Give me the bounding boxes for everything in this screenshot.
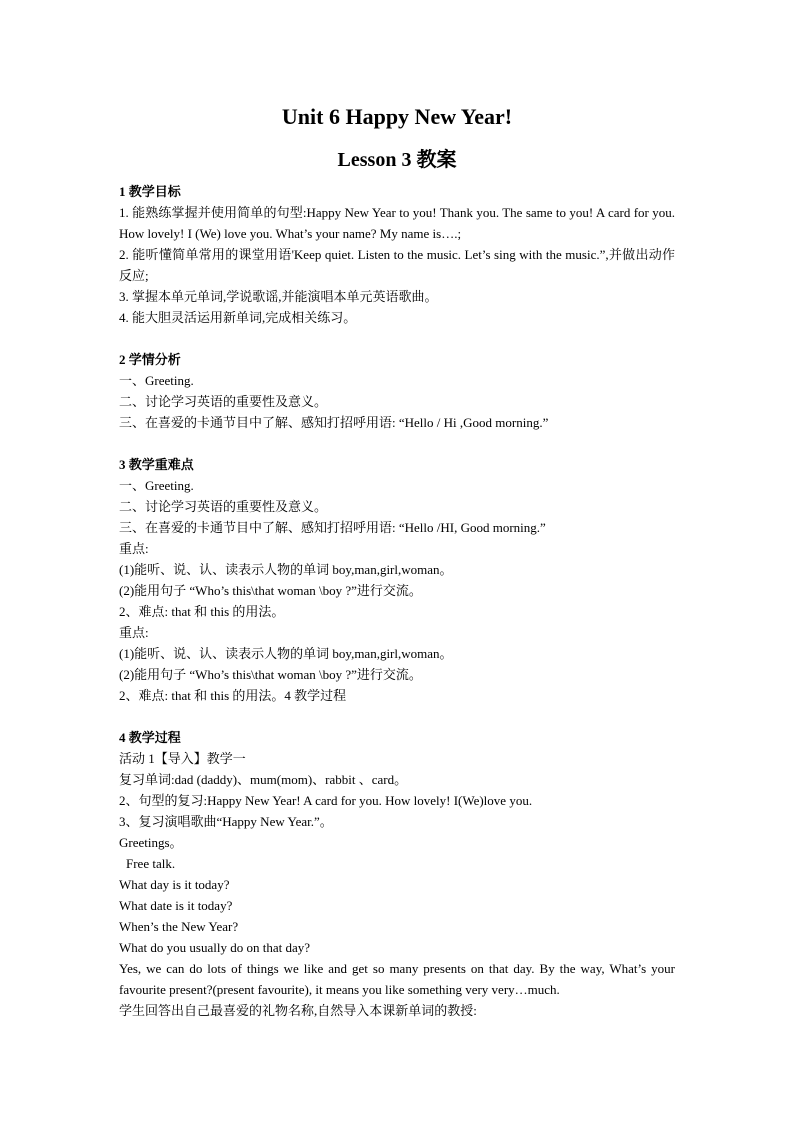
process-item: 2、句型的复习:Happy New Year! A card for you. How lovely! I(We)love you. xyxy=(119,793,533,808)
document-subtitle: Lesson 3 教案 xyxy=(337,149,457,171)
objective-item: 4. 能大胆灵活运用新单词,完成相关练习。 xyxy=(119,310,357,325)
process-item: 复习单词:dad (daddy)、mum(mom)、rabbit 、card。 xyxy=(119,772,408,787)
process-item: 3、复习演唱歌曲“Happy New Year.”。 xyxy=(119,814,333,829)
key-point-item: 重点: xyxy=(119,625,149,640)
analysis-item: 三、在喜爱的卡通节目中了解、感知打招呼用语: “Hello / Hi ,Good morning.” xyxy=(119,415,549,430)
process-item: What date is it today? xyxy=(119,898,233,913)
process-item: What do you usually do on that day? xyxy=(119,940,310,955)
process-item: When’s the New Year? xyxy=(119,919,239,934)
process-item: Free talk. xyxy=(126,856,176,871)
key-point-item: (2)能用句子 “Who’s this\that woman \boy ?”进行交流。 xyxy=(119,583,422,598)
key-point-item: 2、难点: that 和 this 的用法。 xyxy=(119,604,285,619)
objective-item: 2. 能听懂简单常用的课堂用语'Keep quiet. Listen to the music. Let’s sing with the music.”,并做出动作反应; xyxy=(119,247,675,283)
analysis-item: 一、Greeting. xyxy=(119,373,194,388)
analysis-item: 二、讨论学习英语的重要性及意义。 xyxy=(119,394,328,409)
process-item: 活动 1【导入】教学一 xyxy=(119,751,246,766)
section-heading: 4 教学过程 xyxy=(119,730,181,745)
key-point-item: 二、讨论学习英语的重要性及意义。 xyxy=(119,499,328,514)
process-item: Yes, we can do lots of things we like and get so many presents on that day. By the way, What’s your favourite present?(present favourite), it means you like something very very…much. xyxy=(119,961,675,997)
objective-item: 1. 能熟练掌握并使用简单的句型:Happy New Year to you! Thank you. The same to you! A card for you. How lovely! I (We) love you. What’s your name? My name is….; xyxy=(119,205,675,241)
section-heading: 2 学情分析 xyxy=(119,352,181,367)
key-point-item: (2)能用句子 “Who’s this\that woman \boy ?”进行交流。 xyxy=(119,667,422,682)
section-spacer xyxy=(119,706,675,727)
section-heading: 1 教学目标 xyxy=(119,184,181,199)
document-title: Unit 6 Happy New Year! xyxy=(281,104,513,129)
document-body xyxy=(119,181,675,1021)
process-item: Greetings。 xyxy=(119,835,183,850)
objective-item: 3. 掌握本单元单词,学说歌谣,并能演唱本单元英语歌曲。 xyxy=(119,289,438,304)
section-spacer xyxy=(119,328,675,349)
section-heading: 3 教学重难点 xyxy=(119,457,194,472)
key-point-item: 三、在喜爱的卡通节目中了解、感知打招呼用语: “Hello /HI, Good morning.” xyxy=(119,520,546,535)
key-point-item: (1)能听、说、认、读表示人物的单词 boy,man,girl,woman。 xyxy=(119,646,453,661)
key-point-item: 2、难点: that 和 this 的用法。4 教学过程 xyxy=(119,688,347,703)
process-item: 学生回答出自己最喜爱的礼物名称,自然导入本课新单词的教授: xyxy=(119,1003,477,1018)
key-point-item: (1)能听、说、认、读表示人物的单词 boy,man,girl,woman。 xyxy=(119,562,453,577)
section-spacer xyxy=(119,433,675,454)
key-point-item: 一、Greeting. xyxy=(119,478,194,493)
process-item: What day is it today? xyxy=(119,877,230,892)
key-point-item: 重点: xyxy=(119,541,149,556)
